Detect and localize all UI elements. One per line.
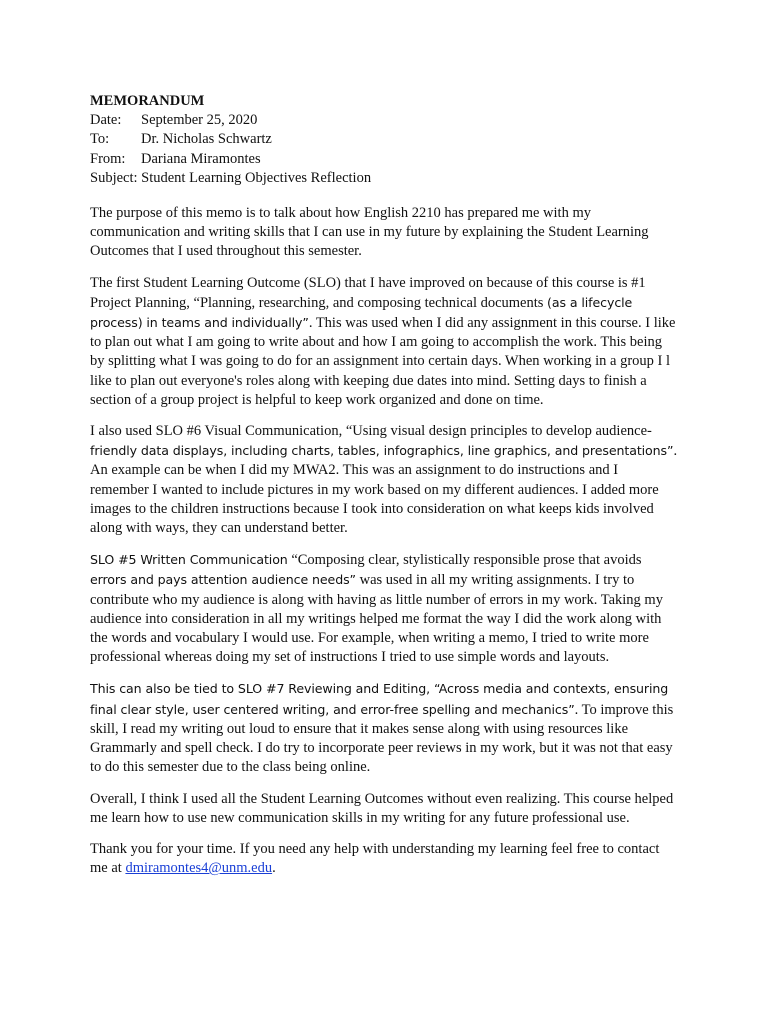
memo-subject-row	[90, 169, 680, 188]
email-link[interactable]: dmiramontes4@unm.edu	[125, 860, 273, 877]
memo-to-value: Dr. Nicholas Schwartz	[141, 131, 272, 148]
paragraph-slo6	[90, 422, 680, 538]
memo-date-row	[90, 111, 680, 130]
memo-header	[90, 92, 680, 188]
memo-date-value: September 25, 2020	[141, 112, 258, 129]
paragraph-slo1-text-a: The first Student Learning Outcome (SLO) that I have improved on because of this course is #1 Project Planning, “Planning, researching, and composing technical documents	[90, 274, 646, 311]
memo-from-row	[90, 150, 680, 169]
paragraph-closing-text-a: Thank you for your time. If you need any help with understanding my learning feel free to contact me at	[90, 840, 660, 877]
paragraph-slo7-quote: This can also be tied to SLO #7 Reviewing and Editing, “Across media and contexts, ensuring final clear style, user centered writing, and error-free spelling and mechanics”	[90, 681, 669, 717]
paragraph-slo6-quote: friendly data displays, including charts, tables, infographics, line graphics, and presentations”	[90, 443, 674, 459]
paragraph-slo1-text-c: . This was used when I did any assignment in this course. I like to plan out what I am going to write about and how I am going to accomplish the work. This being by splitting what I was going to do for an assignment into certain days. When working in a group I l like to plan out everyone's roles along with keeping due dates into mind. Setting days to finish a section of a group project is helpful to keep work organized and done on time.	[90, 315, 676, 408]
paragraph-closing-text-c: .	[272, 860, 276, 877]
paragraph-slo5-quote: errors and pays attention audience needs”	[90, 572, 356, 588]
paragraph-purpose: The purpose of this memo is to talk about how English 2210 has prepared me with my communication and writing skills that I can use in my future by explaining the Student Learning Outcomes that I used throughout this semester.	[90, 205, 649, 260]
memo-to-label: To:	[90, 131, 110, 148]
memo-from-label: From:	[90, 150, 126, 167]
memo-from-value: Dariana Miramontes	[141, 150, 261, 167]
memo-page	[90, 92, 680, 890]
memo-title: MEMORANDUM	[90, 93, 205, 109]
paragraph-slo5-text-e: . I try to contribute who my audience is along with having as little number of errors in my work. Taking my audience into consideration in all my writings helped me format the way I did the work along with the words and vocabulary I would use. For example, when writing a memo, I tried to write more professional whereas doing my set of instructions I tried to use simple words and layouts.	[90, 572, 663, 666]
paragraph-slo5	[90, 550, 680, 667]
memo-subject-label: Subject:	[90, 169, 138, 186]
paragraph-overall: Overall, I think I used all the Student Learning Outcomes without even realizing. This course helped me learn how to use new communication skills in my writing for any future professional use.	[90, 790, 674, 826]
paragraph-slo7-text-b: . To improve this skill, I read my writing out loud to ensure that it makes sense along with using resources like Grammarly and spell check. I do try to incorporate peer reviews in my work, but it was not that easy to do this semester due to the class being online.	[90, 701, 674, 776]
paragraph-slo5-heading: SLO #5 Written Communication	[90, 552, 288, 568]
paragraph-slo5-text-b: “Composing clear, stylistically responsible prose that avoids	[287, 552, 642, 569]
memo-to-row	[90, 130, 680, 149]
paragraph-slo6-text-a: I also used SLO #6 Visual Communication, “Using visual design principles to develop audience-	[90, 423, 652, 440]
paragraph-slo1-quote: (as a lifecycle process) in teams and individually”	[90, 294, 633, 331]
paragraph-slo5-text-d: was used in all my writing assignments	[355, 572, 588, 589]
paragraph-slo6-text-c: . An example can be when I did my MWA2. This was an assignment to do instructions and I remember I wanted to include pictures in my work based on my different audiences. I added more images to the children instructions because I took into consideration on what keeps kids involved along with ways, they can understand better.	[90, 443, 678, 537]
memo-subject-value: Student Learning Objectives Reflection	[141, 169, 372, 186]
memo-date-label: Date:	[90, 112, 122, 129]
paragraph-slo1	[90, 274, 680, 410]
paragraph-slo7	[90, 679, 680, 777]
paragraph-closing	[90, 840, 680, 878]
